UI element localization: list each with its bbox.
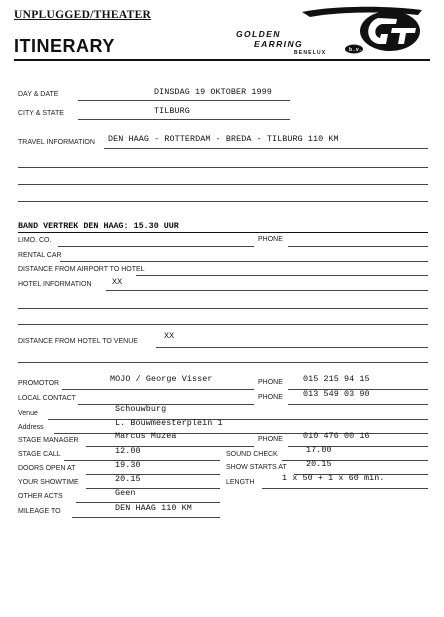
length-label: LENGTH xyxy=(226,479,255,486)
header-divider xyxy=(14,59,430,61)
sound-check-line xyxy=(282,460,428,461)
doors-open-value: 19.30 xyxy=(115,460,141,470)
form-title: ITINERARY xyxy=(14,36,115,56)
showtime-line xyxy=(86,488,220,489)
rental-car-label: RENTAL CAR xyxy=(18,252,62,259)
promotor-label: PROMOTOR xyxy=(18,380,60,387)
blank-line xyxy=(18,184,428,185)
stage-call-value: 12.00 xyxy=(115,446,141,456)
logo-word-golden: GOLDEN xyxy=(236,29,281,39)
blank-line xyxy=(18,167,428,168)
hotel-info-label: HOTEL INFORMATION xyxy=(18,281,92,288)
rental-car-line xyxy=(60,261,428,262)
logo-subtitle: BENELUX xyxy=(294,50,327,56)
venue-label: Venue xyxy=(18,410,38,417)
address-label: Address xyxy=(18,424,44,431)
sound-check-value: 17.00 xyxy=(306,445,332,455)
mileage-line xyxy=(72,517,220,518)
venue-value: Schouwburg xyxy=(115,404,167,414)
blank-line xyxy=(18,308,428,309)
band-departure-text: BAND VERTREK DEN HAAG: 15.30 UUR xyxy=(18,221,179,231)
logo-word-earring: EARRING xyxy=(254,39,303,49)
local-phone-label: PHONE xyxy=(258,394,283,401)
promotor-line xyxy=(62,389,254,390)
stage-call-line xyxy=(64,460,220,461)
limo-phone-line xyxy=(288,246,428,247)
address-line xyxy=(54,433,428,434)
stage-manager-value: Marcus Muzea xyxy=(115,431,177,441)
limo-phone-label: PHONE xyxy=(258,236,283,243)
address-value: L. Bouwmeesterplein 1 xyxy=(115,418,223,428)
travel-info-line xyxy=(104,148,428,149)
limo-line xyxy=(58,246,254,247)
show-starts-value: 20.15 xyxy=(306,459,332,469)
stage-call-label: STAGE CALL xyxy=(18,451,61,458)
distance-venue-label: DISTANCE FROM HOTEL TO VENUE xyxy=(18,338,138,345)
day-date-line xyxy=(78,100,290,101)
other-acts-label: OTHER ACTS xyxy=(18,493,63,500)
showtime-value: 20.15 xyxy=(115,474,141,484)
promotor-phone-label: PHONE xyxy=(258,379,283,386)
city-state-line xyxy=(78,119,290,120)
distance-venue-value: XX xyxy=(164,331,175,341)
hotel-info-value: XX xyxy=(112,277,123,287)
promotor-phone-value: 015 215 94 15 xyxy=(303,374,370,384)
length-line xyxy=(262,488,428,489)
mileage-value: DEN HAAG 110 KM xyxy=(115,503,192,513)
local-phone-line xyxy=(288,404,428,405)
showtime-label: YOUR SHOWTIME xyxy=(18,479,79,486)
show-starts-label: SHOW STARTS AT xyxy=(226,464,287,471)
band-departure-underline xyxy=(18,232,428,233)
distance-airport-line xyxy=(136,275,428,276)
mileage-label: MILEAGE TO xyxy=(18,508,61,515)
doors-open-line xyxy=(86,474,220,475)
local-phone-value: 013 549 03 90 xyxy=(303,389,370,399)
day-date-value: DINSDAG 19 OKTOBER 1999 xyxy=(154,87,272,97)
distance-venue-line xyxy=(156,347,428,348)
promotor-value: MOJO / George Visser xyxy=(110,374,213,384)
other-acts-value: Geen xyxy=(115,488,136,498)
stage-phone-label: PHONE xyxy=(258,436,283,443)
venue-line xyxy=(48,419,428,420)
travel-info-value: DEN HAAG - ROTTERDAM - BREDA - TILBURG 110 KM xyxy=(108,134,339,144)
logo-badge: b.v. xyxy=(349,47,363,53)
form-header-top: UNPLUGGED/THEATER xyxy=(14,9,152,21)
stage-phone-value: 010 476 00 16 xyxy=(303,431,370,441)
length-value: 1 x 50 + 1 x 60 min. xyxy=(282,473,385,483)
city-state-value: TILBURG xyxy=(154,106,190,116)
stage-manager-label: STAGE MANAGER xyxy=(18,437,79,444)
hotel-info-line xyxy=(106,290,428,291)
day-date-label: DAY & DATE xyxy=(18,91,59,98)
golden-earring-logo xyxy=(232,4,428,56)
blank-line xyxy=(18,201,428,202)
distance-airport-label: DISTANCE FROM AIRPORT TO HOTEL xyxy=(18,266,145,273)
travel-info-label: TRAVEL INFORMATION xyxy=(18,139,95,146)
blank-line xyxy=(18,324,428,325)
doors-open-label: DOORS OPEN AT xyxy=(18,465,76,472)
blank-line xyxy=(18,362,428,363)
local-contact-label: LOCAL CONTACT xyxy=(18,395,76,402)
limo-label: LIMO. CO. xyxy=(18,237,52,244)
sound-check-label: SOUND CHECK xyxy=(226,451,278,458)
city-state-label: CITY & STATE xyxy=(18,110,64,117)
stage-manager-line xyxy=(86,446,254,447)
